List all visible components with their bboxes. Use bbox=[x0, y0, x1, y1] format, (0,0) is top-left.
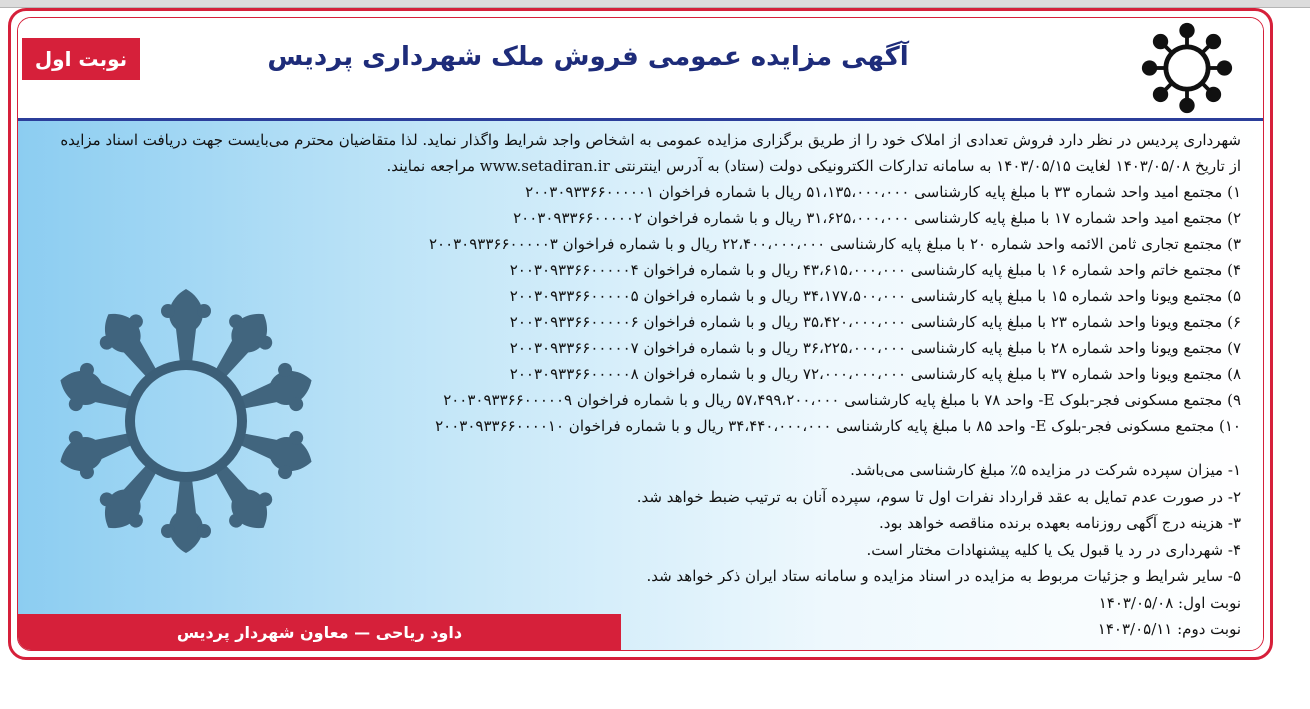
first-round-date: نوبت اول: ۱۴۰۳/۰۵/۰۸ bbox=[1098, 593, 1241, 612]
signature-bar: داود ریاحی — معاون شهردار پردیس bbox=[18, 614, 621, 650]
second-round-date: نوبت دوم: ۱۴۰۳/۰۵/۱۱ bbox=[1097, 619, 1241, 638]
browser-top-strip bbox=[0, 0, 1310, 8]
ad-header bbox=[18, 18, 1263, 118]
property-item: ۸) مجتمع ویونا واحد شماره ۳۷ با مبلغ پایه کارشناسی ۷۲،۰۰۰،۰۰۰،۰۰۰ ریال و با شماره فراخوان ۲۰۰۳۰۹۳۳۶۶۰۰۰۰۰۸ bbox=[509, 365, 1241, 383]
condition-item: ۴- شهرداری در رد یا قبول یک یا کلیه پیشنهادات مختار است. bbox=[866, 540, 1241, 559]
ad-body bbox=[18, 121, 1263, 650]
property-item: ۷) مجتمع ویونا واحد شماره ۲۸ با مبلغ پایه کارشناسی ۳۶،۲۲۵،۰۰۰،۰۰۰ ریال و با شماره فراخوان ۲۰۰۳۰۹۳۳۶۶۰۰۰۰۰۷ bbox=[509, 339, 1241, 357]
property-item: ۹) مجتمع مسکونی فجر-بلوک E- واحد ۷۸ با مبلغ پایه کارشناسی ۵۷،۴۹۹،۲۰۰،۰۰۰ ریال و با شماره فراخوان ۲۰۰۳۰۹۳۳۶۶۰۰۰۰۰۹ bbox=[443, 391, 1241, 409]
ad-inner-frame bbox=[17, 17, 1264, 651]
property-item: ۱۰) مجتمع مسکونی فجر-بلوک E- واحد ۸۵ با مبلغ پایه کارشناسی ۳۴،۴۴۰،۰۰۰،۰۰۰ ریال و با شماره فراخوان ۲۰۰۳۰۹۳۳۶۶۰۰۰۰۱۰ bbox=[435, 417, 1241, 435]
property-item: ۳) مجتمع تجاری ثامن الائمه واحد شماره ۲۰ با مبلغ پایه کارشناسی ۲۲،۴۰۰،۰۰۰،۰۰۰ ریال و با شماره فراخوان ۲۰۰۳۰۹۳۳۶۶۰۰۰۰۰۳ bbox=[428, 235, 1241, 253]
property-item: ۵) مجتمع ویونا واحد شماره ۱۵ با مبلغ پایه کارشناسی ۳۴،۱۷۷،۵۰۰،۰۰۰ ریال و با شماره فراخوان ۲۰۰۳۰۹۳۳۶۶۰۰۰۰۰۵ bbox=[509, 287, 1241, 305]
property-item: ۶) مجتمع ویونا واحد شماره ۲۳ با مبلغ پایه کارشناسی ۳۵،۴۲۰،۰۰۰،۰۰۰ ریال و با شماره فراخوان ۲۰۰۳۰۹۳۳۶۶۰۰۰۰۰۶ bbox=[509, 313, 1241, 331]
condition-item: ۲- در صورت عدم تمایل به عقد قرارداد نفرات اول تا سوم، سپرده آنان به ترتیب ضبط خواهد شد. bbox=[636, 487, 1241, 506]
condition-item: ۳- هزینه درج آگهی روزنامه بعهده برنده مناقصه خواهد بود. bbox=[879, 514, 1241, 532]
conditions-list bbox=[51, 457, 1241, 590]
municipality-logo-icon bbox=[1139, 20, 1235, 116]
section-gap bbox=[51, 439, 1241, 457]
round-badge: نوبت اول bbox=[22, 38, 140, 80]
ad-title: آگهی مزایده عمومی فروش ملک شهرداری پردیس bbox=[267, 42, 909, 72]
property-item: ۴) مجتمع خاتم واحد شماره ۱۶ با مبلغ پایه کارشناسی ۴۳،۶۱۵،۰۰۰،۰۰۰ ریال و با شماره فراخوان ۲۰۰۳۰۹۳۳۶۶۰۰۰۰۰۴ bbox=[509, 261, 1241, 279]
property-list bbox=[51, 179, 1241, 439]
property-item: ۱) مجتمع امید واحد شماره ۳۳ با مبلغ پایه کارشناسی ۵۱،۱۳۵،۰۰۰،۰۰۰ ریال با شماره فراخوان ۲۰۰۳۰۹۳۳۶۶۰۰۰۰۰۱ bbox=[525, 183, 1241, 201]
property-item: ۲) مجتمع امید واحد شماره ۱۷ با مبلغ پایه کارشناسی ۳۱،۶۲۵،۰۰۰،۰۰۰ ریال و با شماره فراخوان ۲۰۰۳۰۹۳۳۶۶۰۰۰۰۰۲ bbox=[513, 209, 1241, 227]
ad-text bbox=[51, 127, 1241, 642]
intro-paragraph: شهرداری پردیس در نظر دارد فروش تعدادی از املاک خود را از طریق برگزاری مزایده عمومی به اشخاص واجد شرایط واگذار نماید. لذا متقاضیان محترم می‌بایست جهت دریافت اسناد مزایده از تاریخ ۱۴۰۳/۰۵/۰۸ لغایت ۱۴۰۳/۰۵/۱۵ به سامانه تدارکات الکترونیکی دولت (ستاد) به آدرس اینترنتی www.setadiran.ir مراجعه نمایند. bbox=[60, 131, 1241, 175]
condition-item: ۵- سایر شرایط و جزئیات مربوط به مزایده در اسناد مزایده و سامانه ستاد ایران ذکر خواهد شد. bbox=[646, 567, 1241, 585]
condition-item: ۱- میزان سپرده شرکت در مزایده ۵٪ مبلغ کارشناسی می‌باشد. bbox=[850, 461, 1241, 479]
ad-frame bbox=[8, 8, 1273, 660]
